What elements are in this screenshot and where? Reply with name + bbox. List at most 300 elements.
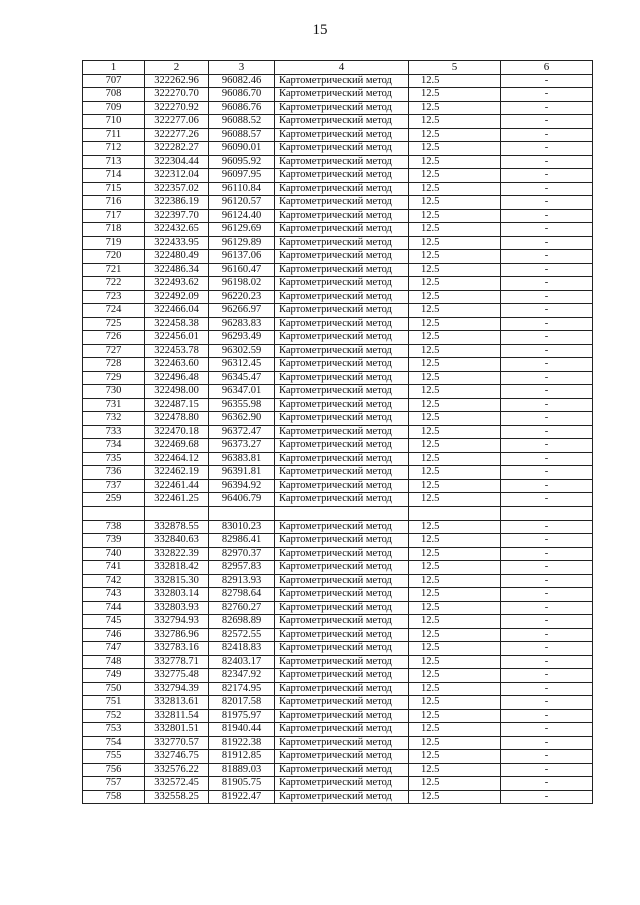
accuracy-cell: 12.5 (409, 155, 501, 169)
note-cell: - (501, 155, 593, 169)
x-coordinate-cell: 322480.49 (145, 250, 209, 264)
point-number-cell: 709 (83, 101, 145, 115)
x-coordinate-cell: 322461.25 (145, 493, 209, 507)
x-coordinate-cell: 332558.25 (145, 790, 209, 804)
method-cell: Картометрический метод (275, 250, 409, 264)
accuracy-cell: 12.5 (409, 601, 501, 615)
y-coordinate-cell: 83010.23 (209, 520, 275, 534)
y-coordinate-cell: 96345.47 (209, 371, 275, 385)
x-coordinate-cell: 322262.96 (145, 74, 209, 88)
note-cell: - (501, 263, 593, 277)
method-cell: Картометрический метод (275, 601, 409, 615)
point-number-cell: 754 (83, 736, 145, 750)
y-coordinate-cell: 96086.70 (209, 88, 275, 102)
method-cell: Картометрический метод (275, 574, 409, 588)
table-row (83, 669, 593, 683)
y-coordinate-cell: 82760.27 (209, 601, 275, 615)
x-coordinate-cell: 322462.19 (145, 466, 209, 480)
x-coordinate-cell: 332778.71 (145, 655, 209, 669)
page-number: 15 (312, 22, 328, 38)
method-cell: Картометрический метод (275, 790, 409, 804)
accuracy-cell: 12.5 (409, 439, 501, 453)
note-cell: - (501, 520, 593, 534)
accuracy-cell: 12.5 (409, 520, 501, 534)
accuracy-cell: 12.5 (409, 398, 501, 412)
note-cell: - (501, 561, 593, 575)
point-number-cell: 728 (83, 358, 145, 372)
note-cell: - (501, 534, 593, 548)
method-cell: Картометрический метод (275, 520, 409, 534)
note-cell: - (501, 317, 593, 331)
y-coordinate-cell: 96391.81 (209, 466, 275, 480)
accuracy-cell: 12.5 (409, 574, 501, 588)
x-coordinate-cell: 332811.54 (145, 709, 209, 723)
method-cell: Картометрический метод (275, 452, 409, 466)
x-coordinate-cell: 332786.96 (145, 628, 209, 642)
y-coordinate-cell: 81889.03 (209, 763, 275, 777)
note-cell: - (501, 250, 593, 264)
point-number-cell: 730 (83, 385, 145, 399)
note-cell: - (501, 628, 593, 642)
accuracy-cell: 12.5 (409, 588, 501, 602)
note-cell: - (501, 493, 593, 507)
accuracy-cell: 12.5 (409, 371, 501, 385)
point-number-cell: 716 (83, 196, 145, 210)
x-coordinate-cell: 322277.26 (145, 128, 209, 142)
y-coordinate-cell: 96088.52 (209, 115, 275, 129)
y-coordinate-cell: 96137.06 (209, 250, 275, 264)
table-row (83, 750, 593, 764)
accuracy-cell: 12.5 (409, 628, 501, 642)
table-row (83, 574, 593, 588)
y-coordinate-cell: 96160.47 (209, 263, 275, 277)
note-cell: - (501, 763, 593, 777)
note-cell: - (501, 425, 593, 439)
note-cell: - (501, 277, 593, 291)
method-cell: Картометрический метод (275, 723, 409, 737)
accuracy-cell: 12.5 (409, 615, 501, 629)
note-cell: - (501, 750, 593, 764)
method-cell: Картометрический метод (275, 588, 409, 602)
point-number-cell: 713 (83, 155, 145, 169)
note-cell: - (501, 479, 593, 493)
point-number-cell: 755 (83, 750, 145, 764)
point-number-cell: 721 (83, 263, 145, 277)
method-cell: Картометрический метод (275, 317, 409, 331)
note-cell: - (501, 790, 593, 804)
method-cell: Картометрический метод (275, 412, 409, 426)
point-number-cell: 735 (83, 452, 145, 466)
table-row (83, 601, 593, 615)
method-cell: Картометрический метод (275, 304, 409, 318)
method-cell: Картометрический метод (275, 398, 409, 412)
note-cell: - (501, 736, 593, 750)
x-coordinate-cell: 332801.51 (145, 723, 209, 737)
point-number-cell: 743 (83, 588, 145, 602)
method-cell: Картометрический метод (275, 479, 409, 493)
note-cell: - (501, 452, 593, 466)
header-cell: 1 (83, 61, 145, 75)
accuracy-cell: 12.5 (409, 290, 501, 304)
point-number-cell: 708 (83, 88, 145, 102)
y-coordinate-cell: 96406.79 (209, 493, 275, 507)
x-coordinate-cell: 332770.57 (145, 736, 209, 750)
method-cell: Картометрический метод (275, 223, 409, 237)
x-coordinate-cell: 332840.63 (145, 534, 209, 548)
note-cell: - (501, 88, 593, 102)
accuracy-cell: 12.5 (409, 709, 501, 723)
table-row (83, 777, 593, 791)
y-coordinate-cell: 82913.93 (209, 574, 275, 588)
method-cell: Картометрический метод (275, 655, 409, 669)
accuracy-cell: 12.5 (409, 277, 501, 291)
point-number-cell: 744 (83, 601, 145, 615)
x-coordinate-cell: 332818.42 (145, 561, 209, 575)
accuracy-cell: 12.5 (409, 561, 501, 575)
table-row (83, 128, 593, 142)
method-cell: Картометрический метод (275, 344, 409, 358)
method-cell: Картометрический метод (275, 182, 409, 196)
method-cell: Картометрический метод (275, 331, 409, 345)
method-cell: Картометрический метод (275, 642, 409, 656)
accuracy-cell: 12.5 (409, 493, 501, 507)
method-cell: Картометрический метод (275, 142, 409, 156)
x-coordinate-cell: 322312.04 (145, 169, 209, 183)
table-row (83, 263, 593, 277)
accuracy-cell: 12.5 (409, 74, 501, 88)
accuracy-cell: 12.5 (409, 250, 501, 264)
point-number-cell: 710 (83, 115, 145, 129)
y-coordinate-cell: 96302.59 (209, 344, 275, 358)
table-row (83, 101, 593, 115)
note-cell: - (501, 642, 593, 656)
point-number-cell: 731 (83, 398, 145, 412)
note-cell: - (501, 358, 593, 372)
method-cell: Картометрический метод (275, 439, 409, 453)
table-row (83, 561, 593, 575)
x-coordinate-cell: 322282.27 (145, 142, 209, 156)
point-number-cell: 719 (83, 236, 145, 250)
table-block-2 (83, 520, 593, 804)
table-block-1 (83, 74, 593, 506)
table-row (83, 142, 593, 156)
method-cell: Картометрический метод (275, 115, 409, 129)
table-row (83, 331, 593, 345)
table-row (83, 479, 593, 493)
table-row (83, 547, 593, 561)
note-cell: - (501, 588, 593, 602)
table-row (83, 723, 593, 737)
note-cell: - (501, 182, 593, 196)
y-coordinate-cell: 96347.01 (209, 385, 275, 399)
point-number-cell: 712 (83, 142, 145, 156)
accuracy-cell: 12.5 (409, 682, 501, 696)
x-coordinate-cell: 322270.70 (145, 88, 209, 102)
x-coordinate-cell: 322478.80 (145, 412, 209, 426)
point-number-cell: 724 (83, 304, 145, 318)
note-cell: - (501, 615, 593, 629)
note-cell: - (501, 236, 593, 250)
x-coordinate-cell: 322456.01 (145, 331, 209, 345)
point-number-cell: 722 (83, 277, 145, 291)
y-coordinate-cell: 82957.83 (209, 561, 275, 575)
note-cell: - (501, 101, 593, 115)
note-cell: - (501, 74, 593, 88)
method-cell: Картометрический метод (275, 236, 409, 250)
table-row (83, 155, 593, 169)
table-row (83, 439, 593, 453)
note-cell: - (501, 547, 593, 561)
x-coordinate-cell: 332572.45 (145, 777, 209, 791)
x-coordinate-cell: 322386.19 (145, 196, 209, 210)
accuracy-cell: 12.5 (409, 115, 501, 129)
y-coordinate-cell: 81922.38 (209, 736, 275, 750)
point-number-cell: 715 (83, 182, 145, 196)
y-coordinate-cell: 82970.37 (209, 547, 275, 561)
note-cell: - (501, 304, 593, 318)
table-row (83, 709, 593, 723)
point-number-cell: 714 (83, 169, 145, 183)
accuracy-cell: 12.5 (409, 534, 501, 548)
x-coordinate-cell: 322461.44 (145, 479, 209, 493)
table-row (83, 615, 593, 629)
method-cell: Картометрический метод (275, 101, 409, 115)
method-cell: Картометрический метод (275, 750, 409, 764)
x-coordinate-cell: 322496.48 (145, 371, 209, 385)
header-cell: 3 (209, 61, 275, 75)
y-coordinate-cell: 96312.45 (209, 358, 275, 372)
x-coordinate-cell: 322493.62 (145, 277, 209, 291)
accuracy-cell: 12.5 (409, 642, 501, 656)
point-number-cell: 751 (83, 696, 145, 710)
table-row (83, 169, 593, 183)
table-row (83, 371, 593, 385)
point-number-cell: 727 (83, 344, 145, 358)
y-coordinate-cell: 82017.58 (209, 696, 275, 710)
note-cell: - (501, 142, 593, 156)
point-number-cell: 718 (83, 223, 145, 237)
y-coordinate-cell: 96383.81 (209, 452, 275, 466)
table-row (83, 696, 593, 710)
table-row (83, 196, 593, 210)
note-cell: - (501, 398, 593, 412)
point-number-cell: 737 (83, 479, 145, 493)
accuracy-cell: 12.5 (409, 547, 501, 561)
x-coordinate-cell: 332576.22 (145, 763, 209, 777)
y-coordinate-cell: 82347.92 (209, 669, 275, 683)
y-coordinate-cell: 96090.01 (209, 142, 275, 156)
accuracy-cell: 12.5 (409, 696, 501, 710)
accuracy-cell: 12.5 (409, 196, 501, 210)
note-cell: - (501, 196, 593, 210)
note-cell: - (501, 290, 593, 304)
y-coordinate-cell: 96394.92 (209, 479, 275, 493)
accuracy-cell: 12.5 (409, 88, 501, 102)
table-row (83, 304, 593, 318)
point-number-cell: 741 (83, 561, 145, 575)
y-coordinate-cell: 96129.89 (209, 236, 275, 250)
method-cell: Картометрический метод (275, 561, 409, 575)
y-coordinate-cell: 96110.84 (209, 182, 275, 196)
x-coordinate-cell: 332746.75 (145, 750, 209, 764)
y-coordinate-cell: 96355.98 (209, 398, 275, 412)
x-coordinate-cell: 322463.60 (145, 358, 209, 372)
y-coordinate-cell: 96124.40 (209, 209, 275, 223)
note-cell: - (501, 655, 593, 669)
method-cell: Картометрический метод (275, 493, 409, 507)
note-cell: - (501, 115, 593, 129)
y-coordinate-cell: 96129.69 (209, 223, 275, 237)
x-coordinate-cell: 322487.15 (145, 398, 209, 412)
note-cell: - (501, 128, 593, 142)
accuracy-cell: 12.5 (409, 317, 501, 331)
x-coordinate-cell: 322357.02 (145, 182, 209, 196)
x-coordinate-cell: 332794.39 (145, 682, 209, 696)
x-coordinate-cell: 332803.93 (145, 601, 209, 615)
point-number-cell: 742 (83, 574, 145, 588)
x-coordinate-cell: 322486.34 (145, 263, 209, 277)
y-coordinate-cell: 82798.64 (209, 588, 275, 602)
x-coordinate-cell: 332803.14 (145, 588, 209, 602)
point-number-cell: 749 (83, 669, 145, 683)
accuracy-cell: 12.5 (409, 790, 501, 804)
x-coordinate-cell: 322466.04 (145, 304, 209, 318)
y-coordinate-cell: 81975.97 (209, 709, 275, 723)
table-row (83, 493, 593, 507)
point-number-cell: 725 (83, 317, 145, 331)
method-cell: Картометрический метод (275, 615, 409, 629)
y-coordinate-cell: 82403.17 (209, 655, 275, 669)
table-row (83, 452, 593, 466)
point-number-cell: 729 (83, 371, 145, 385)
y-coordinate-cell: 81940.44 (209, 723, 275, 737)
method-cell: Картометрический метод (275, 736, 409, 750)
y-coordinate-cell: 82986.41 (209, 534, 275, 548)
table-row (83, 642, 593, 656)
y-coordinate-cell: 96266.97 (209, 304, 275, 318)
note-cell: - (501, 696, 593, 710)
accuracy-cell: 12.5 (409, 777, 501, 791)
x-coordinate-cell: 332794.93 (145, 615, 209, 629)
method-cell: Картометрический метод (275, 534, 409, 548)
accuracy-cell: 12.5 (409, 304, 501, 318)
table-row (83, 682, 593, 696)
table-row (83, 763, 593, 777)
point-number-cell: 757 (83, 777, 145, 791)
method-cell: Картометрический метод (275, 169, 409, 183)
x-coordinate-cell: 332813.61 (145, 696, 209, 710)
accuracy-cell: 12.5 (409, 331, 501, 345)
table-row (83, 398, 593, 412)
method-cell: Картометрический метод (275, 547, 409, 561)
accuracy-cell: 12.5 (409, 750, 501, 764)
y-coordinate-cell: 96097.95 (209, 169, 275, 183)
method-cell: Картометрический метод (275, 466, 409, 480)
y-coordinate-cell: 81922.47 (209, 790, 275, 804)
accuracy-cell: 12.5 (409, 101, 501, 115)
table-row (83, 290, 593, 304)
accuracy-cell: 12.5 (409, 209, 501, 223)
table-row (83, 223, 593, 237)
table-row (83, 790, 593, 804)
method-cell: Картометрический метод (275, 209, 409, 223)
x-coordinate-cell: 322470.18 (145, 425, 209, 439)
note-cell: - (501, 371, 593, 385)
accuracy-cell: 12.5 (409, 723, 501, 737)
x-coordinate-cell: 332783.16 (145, 642, 209, 656)
x-coordinate-cell: 332822.39 (145, 547, 209, 561)
point-number-cell: 736 (83, 466, 145, 480)
table-row (83, 466, 593, 480)
method-cell: Картометрический метод (275, 371, 409, 385)
point-number-cell: 753 (83, 723, 145, 737)
y-coordinate-cell: 96220.23 (209, 290, 275, 304)
y-coordinate-cell: 96372.47 (209, 425, 275, 439)
header-cell: 6 (501, 61, 593, 75)
note-cell: - (501, 169, 593, 183)
table-row (83, 182, 593, 196)
point-number-cell: 732 (83, 412, 145, 426)
table-row (83, 425, 593, 439)
table-row (83, 736, 593, 750)
x-coordinate-cell: 322304.44 (145, 155, 209, 169)
y-coordinate-cell: 96198.02 (209, 277, 275, 291)
method-cell: Картометрический метод (275, 155, 409, 169)
accuracy-cell: 12.5 (409, 412, 501, 426)
point-number-cell: 750 (83, 682, 145, 696)
accuracy-cell: 12.5 (409, 669, 501, 683)
y-coordinate-cell: 96088.57 (209, 128, 275, 142)
accuracy-cell: 12.5 (409, 425, 501, 439)
point-number-cell: 748 (83, 655, 145, 669)
note-cell: - (501, 574, 593, 588)
y-coordinate-cell: 96086.76 (209, 101, 275, 115)
x-coordinate-cell: 322498.00 (145, 385, 209, 399)
header-cell: 5 (409, 61, 501, 75)
method-cell: Картометрический метод (275, 88, 409, 102)
method-cell: Картометрический метод (275, 263, 409, 277)
x-coordinate-cell: 322397.70 (145, 209, 209, 223)
point-number-cell: 740 (83, 547, 145, 561)
note-cell: - (501, 466, 593, 480)
table-row (83, 655, 593, 669)
point-number-cell: 717 (83, 209, 145, 223)
point-number-cell: 738 (83, 520, 145, 534)
note-cell: - (501, 344, 593, 358)
point-number-cell: 259 (83, 493, 145, 507)
accuracy-cell: 12.5 (409, 385, 501, 399)
note-cell: - (501, 412, 593, 426)
point-number-cell: 726 (83, 331, 145, 345)
table-row (83, 209, 593, 223)
accuracy-cell: 12.5 (409, 182, 501, 196)
accuracy-cell: 12.5 (409, 142, 501, 156)
method-cell: Картометрический метод (275, 682, 409, 696)
point-number-cell: 723 (83, 290, 145, 304)
point-number-cell: 711 (83, 128, 145, 142)
accuracy-cell: 12.5 (409, 236, 501, 250)
table-row (83, 588, 593, 602)
note-cell: - (501, 777, 593, 791)
x-coordinate-cell: 322277.06 (145, 115, 209, 129)
note-cell: - (501, 331, 593, 345)
note-cell: - (501, 439, 593, 453)
point-number-cell: 746 (83, 628, 145, 642)
method-cell: Картометрический метод (275, 425, 409, 439)
table-gap (83, 506, 593, 520)
point-number-cell: 745 (83, 615, 145, 629)
table-row (83, 520, 593, 534)
